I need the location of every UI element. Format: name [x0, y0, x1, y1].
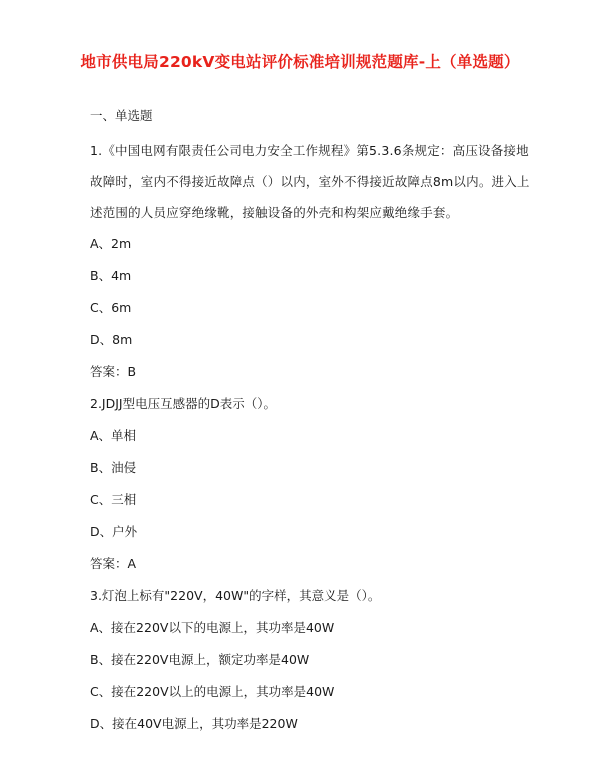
question-3-option-c: C、接在220V以上的电源上，其功率是40W — [90, 684, 335, 699]
question-3-option-d: D、接在40V电源上，其功率是220W — [90, 716, 298, 731]
section-heading: 一、单选题 — [90, 108, 153, 123]
question-1-stem-line-3: 述范围的人员应穿绝缘靴，接触设备的外壳和构架应戴绝缘手套。 — [90, 205, 459, 220]
question-1-option-a: A、2m — [90, 236, 132, 251]
question-1-answer: 答案：B — [90, 364, 137, 379]
question-2-option-b: B、油侵 — [90, 460, 137, 475]
question-3-option-b: B、接在220V电源上，额定功率是40W — [90, 652, 310, 667]
question-1-option-b: B、4m — [90, 268, 132, 283]
document-title: 地市供电局220kV变电站评价标准培训规范题库-上（单选题） — [80, 53, 520, 71]
question-2-stem: 2.JDJJ型电压互感器的D表示（）。 — [90, 396, 276, 411]
question-3-option-a: A、接在220V以下的电源上，其功率是40W — [90, 620, 335, 635]
question-1-stem-line-1: 1.《中国电网有限责任公司电力安全工作规程》第5.3.6条规定：高压设备接地 — [90, 143, 529, 158]
question-1-stem-line-2: 故障时，室内不得接近故障点（）以内，室外不得接近故障点8m以内。进入上 — [90, 174, 530, 189]
question-1-option-d: D、8m — [90, 332, 133, 347]
question-2-option-c: C、三相 — [90, 492, 137, 507]
question-2-option-d: D、户外 — [90, 524, 138, 539]
question-3-stem: 3.灯泡上标有"220V，40W"的字样，其意义是（）。 — [90, 588, 381, 603]
question-2-answer: 答案：A — [90, 556, 137, 571]
question-1-option-c: C、6m — [90, 300, 132, 315]
question-2-option-a: A、单相 — [90, 428, 137, 443]
